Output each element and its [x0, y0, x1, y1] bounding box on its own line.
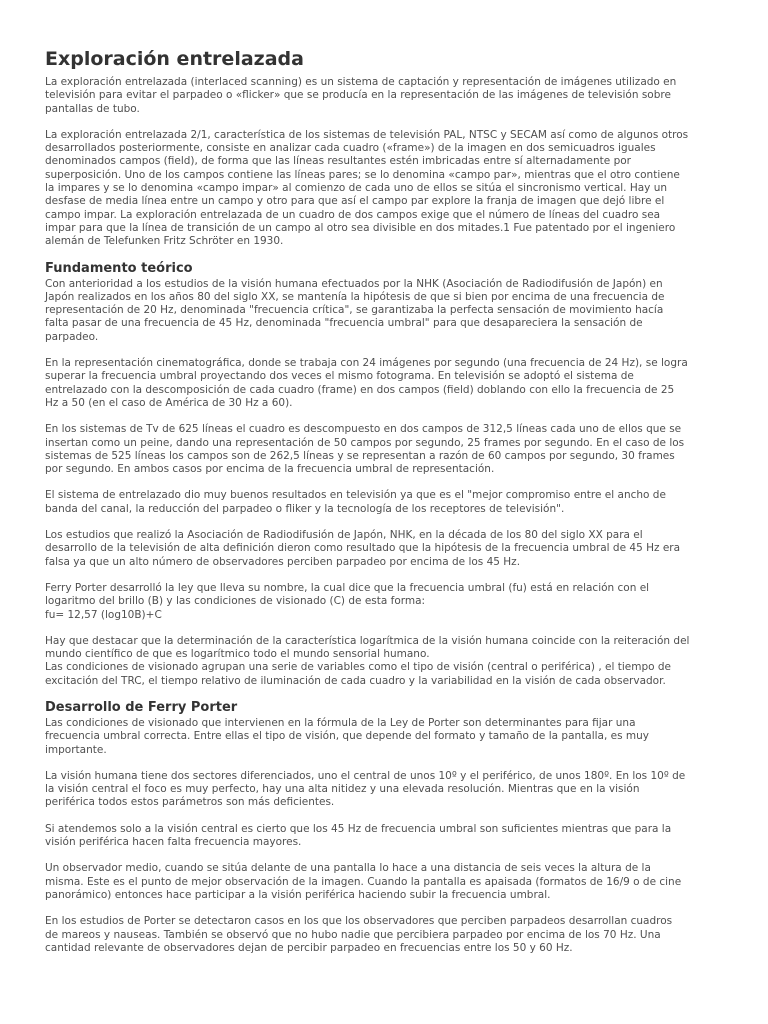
porter-paragraph-2: La visión humana tiene dos sectores diferenciados, uno el central de unos 10º y el periférico, de unos 180º. En los 10º de la visión central el foco es muy perfecto, hay una alta nitidez y una elevada resolución. Mientras que en la visión periférica todos estos parámetros son más deficientes.: [45, 769, 686, 809]
porter-paragraph-4: Un observador medio, cuando se sitúa delante de una pantalla lo hace a una distancia de seis veces la altura de la misma. Este es el punto de mejor observación de la imagen. Cuando la pantalla es apaisada (formatos de 16/9 o de cine panorámico) entonces hace participar a la visión periférica haciendo subir la frecuencia umbral.: [45, 862, 682, 901]
fundamento-paragraph-7: Hay que destacar que la determinación de la característica logarítmica de la visión humana coincide con la reiteración del mundo científico de que es logarítmico todo el mundo sensorial humano. Las condiciones de visionado agrupan una serie de variables como el tipo de visión (central o periférica) , el tiempo de excitación del TRC, el tiempo relativo de iluminación de cada cuadro y la variabilidad en la visión de cada observador.: [45, 634, 690, 687]
fundamento-paragraph-5: Los estudios que realizó la Asociación de Radiodifusión de Japón, NHK, en la década de los 80 del siglo XX para el desarrollo de la televisión de alta definición dieron como resultado que la hipótesis de la frecuencia umbral de 45 Hz era falsa ya que un alto número de observadores perciben parpadeo por encima de los 45 Hz.: [45, 529, 681, 568]
fundamento-paragraph-2: En la representación cinematográfica, donde se trabaja con 24 imágenes por segundo (una frecuencia de 24 Hz), se logra superar la frecuencia umbral proyectando dos veces el mismo fotograma. En televisión se adoptó el sistema de entrelazado con la descomposición de cada cuadro (frame) en dos campos (field) doblando con ello la frecuencia de 25 Hz a 50 (en el caso de América de 30 Hz a 60).: [45, 357, 688, 409]
porter-paragraph-5: En los estudios de Porter se detectaron casos en los que los observadores que perciben parpadeos desarrollan cuadros de mareos y nauseas. También se observó que no hubo nadie que percibiera parpadeo por encima de los 70 Hz. Una cantidad relevante de observadores dejan de percibir parpadeo en frecuencias entre los 50 y 60 Hz.: [45, 915, 673, 954]
paragraph-gap: [45, 757, 732, 770]
fundamento-paragraph-6: Ferry Porter desarrolló la ley que lleva su nombre, la cual dice que la frecuencia umbral (fu) está en relación con el logaritmo del brillo (B) y las condiciones de visionado (C) de esta forma: fu= 12,57 (log10B)+C: [45, 581, 650, 621]
paragraph-gap: [45, 116, 732, 129]
paragraph-gap: [45, 516, 732, 529]
fundamento-paragraph-3: En los sistemas de Tv de 625 líneas el cuadro es descompuesto en dos campos de 312,5 líneas cada uno de ellos que se insertan como un peine, dando una representación de 50 campos por segundo, 25 frames por segundo. En el caso de los sistemas de 525 líneas los campos son de 262,5 líneas y se representan a razón de 60 campos por segundo, 30 frames por segundo. En ambos casos por encima de la frecuencia umbral de representación.: [45, 423, 685, 476]
paragraph-gap: [45, 810, 732, 823]
intro-paragraph-1: La exploración entrelazada (interlaced scanning) es un sistema de captación y representación de imágenes utilizado en televisión para evitar el parpadeo o «flicker» que se producía en la representación de las imágenes de televisión sobre pantallas de tubo.: [45, 76, 677, 115]
porter-paragraph-3: Si atendemos solo a la visión central es cierto que los 45 Hz de frecuencia umbral son suficientes mientras que para la visión periférica hacen falta frecuencia mayores.: [45, 822, 672, 849]
paragraph-gap: [45, 410, 732, 423]
paragraph-gap: [45, 476, 732, 489]
paragraph-gap: [45, 849, 732, 862]
fundamento-paragraph-1: Con anterioridad a los estudios de la visión humana efectuados por la NHK (Asociación de Radiodifusión de Japón) en Japón realizados en los años 80 del siglo XX, se mantenía la hipótesis de que si bien por encima de una frecuencia de representación de 20 Hz, denominada "frecuencia crítica", se garantizaba la perfecta sensación de movimiento hacía falta pasar de una frecuencia de 45 Hz, denominada "frecuencia umbral" para que desapareciera la sensación de parpadeo.: [45, 277, 665, 343]
page-title: Exploración entrelazada: [45, 48, 304, 70]
fundamento-paragraph-4: El sistema de entrelazado dio muy buenos resultados en televisión ya que es el "mejor compromiso entre el ancho de banda del canal, la reducción del parpadeo o fliker y la tecnología de los receptores de televisión".: [45, 489, 666, 515]
paragraph-gap: [45, 569, 732, 582]
section-gap: [45, 688, 732, 699]
section-heading-fundamento: Fundamento teórico: [45, 260, 193, 276]
paragraph-gap: [45, 622, 732, 635]
porter-paragraph-1: Las condiciones de visionado que intervienen en la fórmula de la Ley de Porter son determinantes para fijar una frecuencia umbral correcta. Entre ellas el tipo de visión, que depende del formato y tamaño de la pantalla, es muy importante.: [45, 716, 650, 756]
intro-paragraph-2: La exploración entrelazada 2/1, característica de los sistemas de televisión PAL, NTSC y SECAM así como de algunos otros desarrollados posteriormente, consiste en analizar cada cuadro («frame») de la imagen en dos semicuadros iguales denominados campos (field), de forma que las líneas resultantes estén imbricadas entre sí alternadamente por superposición. Uno de los campos contiene las líneas pares; se lo denomina «campo par», mientras que el otro contiene la impares y se lo denomina «campo impar» al comienzo de cada uno de ellos se sitúa el sincronismo vertical. Hay un desfase de media línea entre un campo y otro para que así el campo par explore la franja de imagen que dejó libre el campo impar. La exploración entrelazada de un cuadro de dos campos exige que el número de líneas del cuadro sea impar para que la línea de transición de un campo al otro sea divisible en dos mitades.1 Fue patentado por el ingeniero alemán de Telefunken Fritz Schröter en 1930.: [45, 128, 689, 248]
paragraph-gap: [45, 344, 732, 357]
section-heading-ferry-porter: Desarrollo de Ferry Porter: [45, 699, 238, 715]
section-gap: [45, 249, 732, 260]
paragraph-gap: [45, 902, 732, 915]
